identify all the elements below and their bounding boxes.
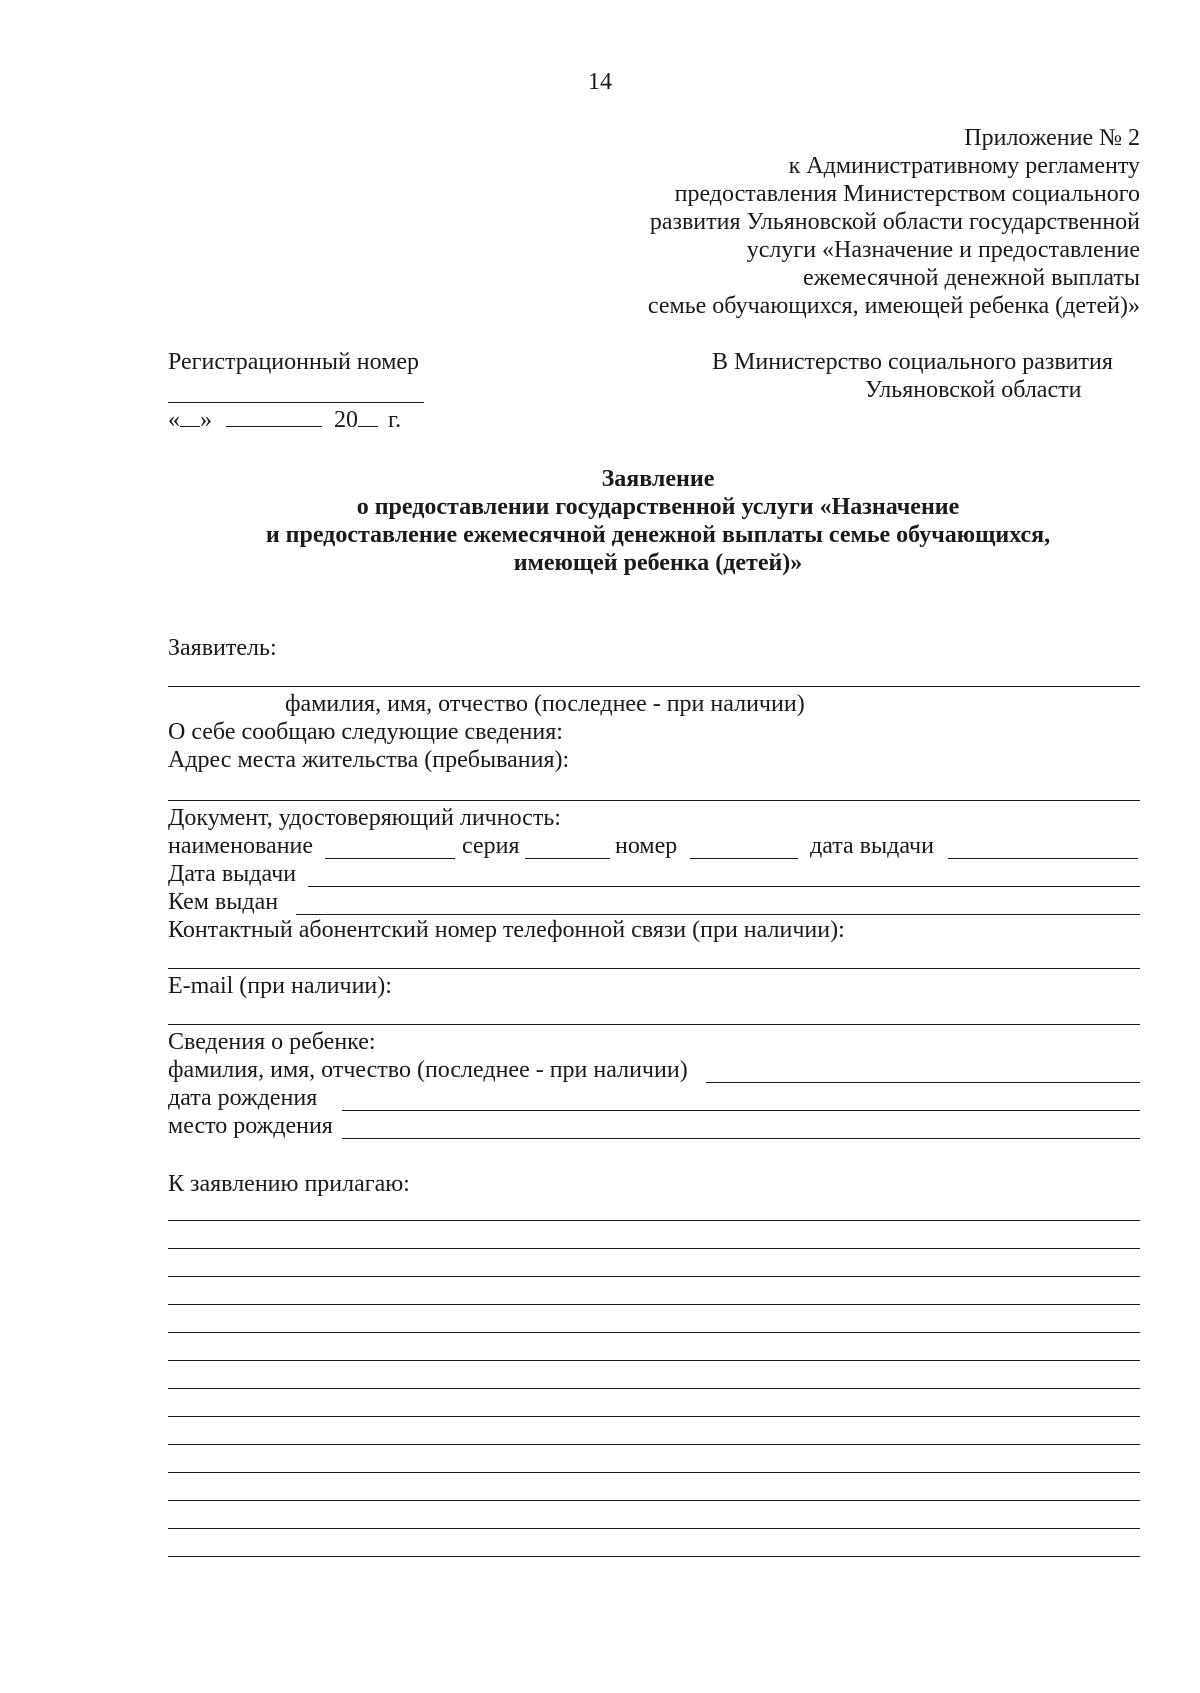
attachment-line[interactable]	[168, 1388, 1140, 1389]
id-doc-label: Документ, удостоверяющий личность:	[168, 805, 561, 831]
appendix-line: развития Ульяновской области государственной	[649, 209, 1140, 235]
appendix-line: к Административному регламенту	[788, 153, 1140, 179]
year-suffix: г.	[388, 407, 402, 433]
date-close-quote: »	[200, 407, 212, 433]
month-blank[interactable]	[226, 406, 322, 427]
day-blank[interactable]	[180, 406, 200, 427]
issued-by-field[interactable]	[296, 914, 1140, 915]
attachment-line[interactable]	[168, 1332, 1140, 1333]
applicant-label: Заявитель:	[168, 635, 277, 661]
doc-number-label: номер	[615, 833, 678, 859]
email-field[interactable]	[168, 1024, 1140, 1025]
registration-label: Регистрационный номер	[168, 349, 420, 375]
email-label: E-mail (при наличии):	[168, 973, 392, 999]
attachment-line[interactable]	[168, 1444, 1140, 1445]
attachment-line[interactable]	[168, 1360, 1140, 1361]
year-blank[interactable]	[358, 406, 378, 427]
doc-name-field[interactable]	[325, 858, 455, 859]
appendix-line: семье обучающихся, имеющей ребенка (детей)»	[647, 293, 1140, 319]
address-line[interactable]	[168, 800, 1140, 801]
child-birth-date-label: дата рождения	[168, 1085, 318, 1111]
addressee-line2: Ульяновской области	[865, 377, 1082, 403]
doc-name-label: наименование	[168, 833, 314, 859]
attachment-line[interactable]	[168, 1556, 1140, 1557]
attachment-line[interactable]	[168, 1220, 1140, 1221]
attachment-line[interactable]	[168, 1472, 1140, 1473]
attachment-line[interactable]	[168, 1276, 1140, 1277]
appendix-line: предоставления Министерством социального	[674, 181, 1140, 207]
heading-line: о предоставлении государственной услуги «Назначение	[356, 494, 960, 520]
issue-date-field[interactable]	[308, 886, 1140, 887]
page-number: 14	[588, 69, 612, 95]
appendix-title: Приложение № 2	[964, 125, 1140, 151]
heading-line: имеющей ребенка (детей)»	[513, 550, 803, 576]
year-prefix: 20	[334, 407, 358, 433]
address-label: Адрес места жительства (пребывания):	[168, 747, 570, 773]
registration-date	[168, 406, 401, 434]
attachment-line[interactable]	[168, 1500, 1140, 1501]
child-birth-place-field[interactable]	[342, 1138, 1140, 1139]
phone-label: Контактный абонентский номер телефонной связи (при наличии):	[168, 917, 845, 943]
child-fio-label: фамилия, имя, отчество (последнее - при наличии)	[168, 1057, 688, 1083]
attach-label: К заявлению прилагаю:	[168, 1171, 410, 1197]
issued-by-label: Кем выдан	[168, 889, 279, 915]
child-fio-field[interactable]	[706, 1082, 1140, 1083]
date-open-quote: «	[168, 407, 180, 433]
child-birth-date-field[interactable]	[342, 1110, 1140, 1111]
about-self-label: О себе сообщаю следующие сведения:	[168, 719, 563, 745]
document-title: Заявление	[601, 466, 715, 492]
appendix-line: услуги «Назначение и предоставление	[746, 237, 1140, 263]
appendix-line: ежемесячной денежной выплаты	[802, 265, 1140, 291]
child-label: Сведения о ребенке:	[168, 1029, 376, 1055]
attachment-line[interactable]	[168, 1304, 1140, 1305]
attachment-line[interactable]	[168, 1528, 1140, 1529]
heading-line: и предоставление ежемесячной денежной выплаты семье обучающихся,	[265, 522, 1051, 548]
addressee-line1: В Министерство социального развития	[712, 349, 1113, 375]
applicant-fio-line[interactable]	[168, 686, 1140, 687]
registration-number-line[interactable]	[168, 402, 424, 403]
doc-series-field[interactable]	[525, 858, 610, 859]
issue-date-label: Дата выдачи	[168, 861, 297, 887]
fio-hint: фамилия, имя, отчество (последнее - при наличии)	[285, 691, 805, 717]
doc-number-field[interactable]	[690, 858, 798, 859]
phone-field[interactable]	[168, 968, 1140, 969]
attachment-line[interactable]	[168, 1416, 1140, 1417]
attachment-line[interactable]	[168, 1248, 1140, 1249]
doc-series-label: серия	[462, 833, 520, 859]
doc-issue-date-inline-field[interactable]	[948, 858, 1138, 859]
child-birth-place-label: место рождения	[168, 1113, 333, 1139]
doc-issue-date-inline-label: дата выдачи	[810, 833, 934, 859]
